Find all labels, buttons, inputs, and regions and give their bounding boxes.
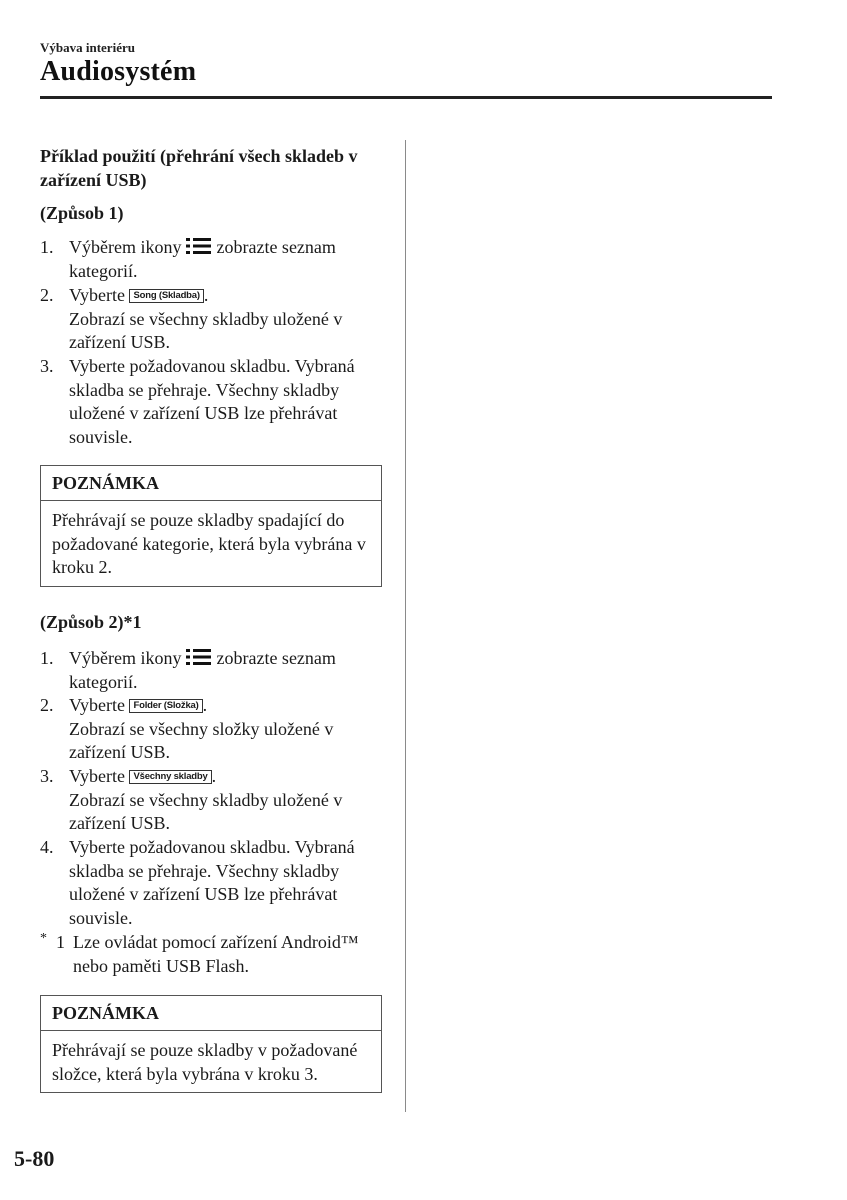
list-menu-icon (186, 648, 212, 666)
step-text: Vyberte (69, 695, 125, 715)
song-button-label: Song (Skladba) (129, 289, 203, 303)
step-number: 4. (40, 837, 54, 857)
step-number: 3. (40, 766, 54, 786)
all-songs-button-label: Všechny skladby (129, 770, 211, 784)
step-number: 1. (40, 648, 54, 668)
step-text: . (203, 285, 209, 305)
method-2-step-2 (40, 694, 385, 765)
step-text: zobrazte seznam kategorií. (69, 237, 336, 281)
footnote-text: Lze ovládat pomocí zařízení Android™ nebo paměti USB Flash. (73, 932, 359, 976)
step-text: Zobrazí se všechny složky uložené v zařízení USB. (69, 718, 334, 762)
method-2-step-4 (40, 836, 385, 930)
step-text: Výběrem ikony (69, 648, 182, 668)
footnote (40, 931, 385, 978)
note-text: Přehrávají se pouze skladby v požadované složce, která byla vybrána v kroku 3. (52, 1040, 358, 1084)
step-text: . (202, 695, 208, 715)
step-text: . (211, 766, 217, 786)
step-text: zobrazte seznam kategorií. (69, 648, 336, 692)
step-number: 2. (40, 285, 54, 305)
step-text: Výběrem ikony (69, 237, 182, 257)
step-number: 3. (40, 356, 54, 376)
method-1-step-1 (40, 236, 385, 283)
step-text: Vyberte (69, 285, 125, 305)
step-text: Vyberte (69, 766, 125, 786)
footnote-number: 1 (56, 932, 65, 952)
step-text: Vyberte požadovanou skladbu. Vybraná skladba se přehraje. Všechny skladby uložené v zařízení USB lze přehrávat souvisle. (69, 837, 355, 928)
step-number: 2. (40, 695, 54, 715)
method-1-title: (Způsob 1) (40, 203, 124, 223)
method-1-step-2 (40, 284, 385, 355)
note-heading: POZNÁMKA (41, 466, 381, 501)
column-divider (405, 140, 406, 1112)
method-2-step-3 (40, 765, 385, 836)
method-2-title: (Způsob 2)*1 (40, 612, 142, 632)
title-rule (40, 96, 772, 99)
note-heading: POZNÁMKA (41, 996, 381, 1031)
list-menu-icon (186, 237, 212, 255)
page-number: 5-80 (14, 1146, 55, 1171)
example-subheading: Příklad použití (přehrání všech skladeb v zařízení USB) (40, 146, 358, 190)
step-text: Vyberte požadovanou skladbu. Vybraná skladba se přehraje. Všechny skladby uložené v zařízení USB lze přehrávat souvisle. (69, 356, 355, 447)
step-text: Zobrazí se všechny skladby uložené v zařízení USB. (69, 789, 343, 833)
folder-button-label: Folder (Složka) (129, 699, 202, 713)
note-box-2 (40, 995, 382, 1093)
page-title: Audiosystém (40, 56, 197, 87)
step-number: 1. (40, 237, 54, 257)
step-text: Zobrazí se všechny skladby uložené v zařízení USB. (69, 308, 343, 352)
footnote-mark: * (40, 931, 47, 946)
method-1-step-3 (40, 355, 385, 449)
note-text: Přehrávají se pouze skladby spadající do požadované kategorie, která byla vybrána v kroku 2. (52, 510, 366, 577)
section-label: Výbava interiéru (40, 40, 135, 55)
note-box-1 (40, 465, 382, 587)
method-2-step-1 (40, 647, 385, 694)
